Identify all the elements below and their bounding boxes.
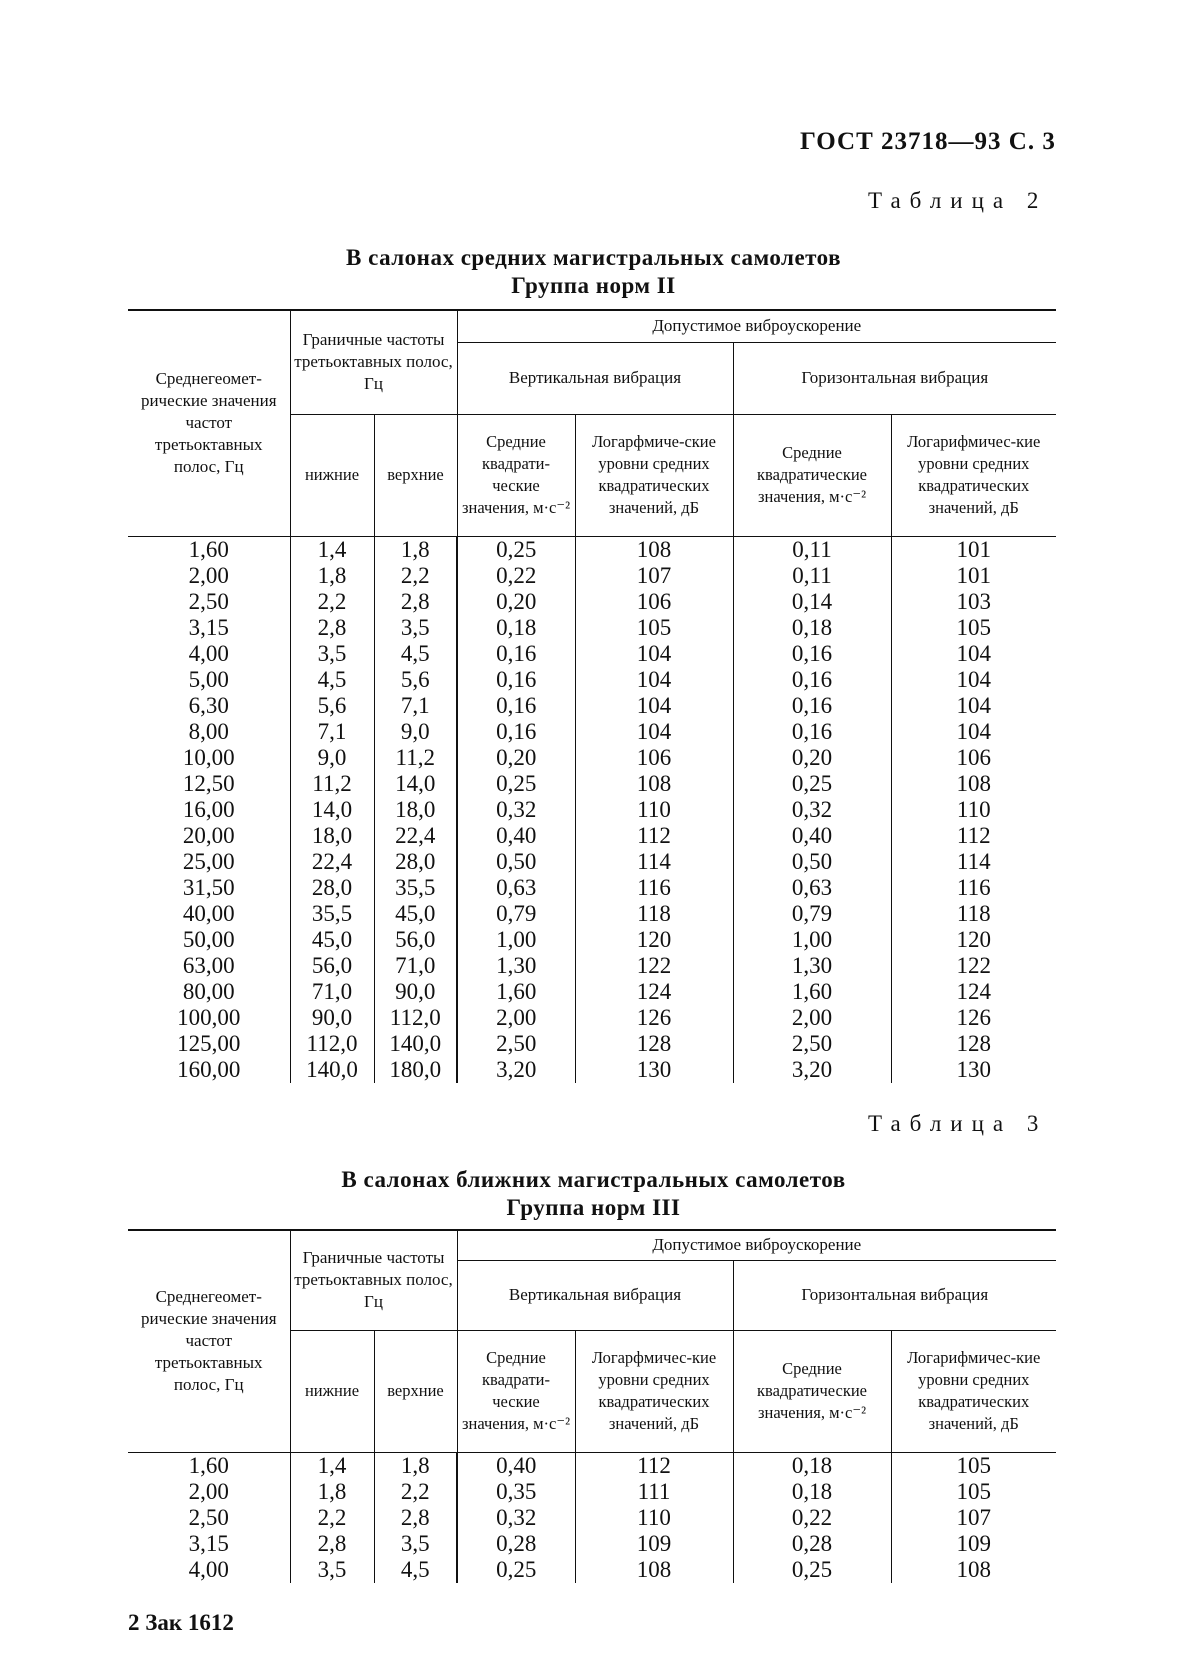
cell-v-log: 108 bbox=[575, 536, 733, 563]
cell-h-log: 108 bbox=[891, 771, 1056, 797]
cell-v-rms: 0,25 bbox=[457, 771, 575, 797]
cell-h-log: 101 bbox=[891, 563, 1056, 589]
table2-title-line1: В салонах средних магистральных самолетов bbox=[346, 245, 841, 270]
cell-freq: 40,00 bbox=[182, 900, 235, 926]
cell-v-log: 128 bbox=[575, 1031, 733, 1057]
table2-label: Таблица 2 bbox=[868, 188, 1048, 213]
cell-freq: 1,60 bbox=[188, 536, 229, 562]
cell-lower: 35,5 bbox=[290, 901, 374, 927]
cell-h-rms: 0,16 bbox=[733, 719, 891, 745]
col-header-lower: нижние bbox=[290, 414, 374, 536]
cell-lower: 9,0 bbox=[290, 745, 374, 771]
table-row bbox=[128, 719, 1056, 745]
table-row bbox=[128, 667, 1056, 693]
table-row bbox=[128, 1031, 1056, 1057]
cell-h-log: 118 bbox=[891, 901, 1056, 927]
cell-h-rms: 0,11 bbox=[733, 563, 891, 589]
cell-v-rms: 0,25 bbox=[457, 1557, 575, 1583]
cell-h-rms: 1,30 bbox=[733, 953, 891, 979]
table3-title-line2: Группа норм III bbox=[506, 1195, 681, 1220]
cell-h-log: 108 bbox=[891, 1557, 1056, 1583]
cell-freq: 160,00 bbox=[177, 1056, 241, 1082]
cell-h-rms: 0,22 bbox=[733, 1505, 891, 1531]
table-row bbox=[128, 1557, 1056, 1583]
table3-label: Таблица 3 bbox=[868, 1111, 1048, 1136]
table-row bbox=[128, 875, 1056, 901]
cell-freq: 4,00 bbox=[188, 1556, 229, 1582]
cell-h-log: 109 bbox=[891, 1531, 1056, 1557]
col-header-freq: Среднегеомет-рические значения частот третьоктавных полос, Гц bbox=[128, 310, 290, 536]
cell-lower: 45,0 bbox=[290, 927, 374, 953]
cell-upper: 2,2 bbox=[374, 563, 457, 589]
cell-v-log: 120 bbox=[575, 927, 733, 953]
cell-h-log: 104 bbox=[891, 719, 1056, 745]
table-row bbox=[128, 615, 1056, 641]
cell-v-log: 107 bbox=[575, 563, 733, 589]
col-header-horizontal: Горизонтальная вибрация bbox=[733, 342, 1056, 414]
col-header-allowed: Допустимое виброускорение bbox=[457, 1230, 1056, 1260]
cell-freq: 12,50 bbox=[182, 770, 235, 796]
cell-h-log: 104 bbox=[891, 667, 1056, 693]
cell-v-log: 111 bbox=[575, 1479, 733, 1505]
cell-v-rms: 2,00 bbox=[457, 1005, 575, 1031]
col-header-upper: верхние bbox=[374, 1330, 457, 1452]
cell-upper: 2,8 bbox=[374, 589, 457, 615]
cell-h-rms: 0,32 bbox=[733, 797, 891, 823]
col-header-freq: Среднегеомет-рические значения частот третьоктавных полос, Гц bbox=[128, 1230, 290, 1452]
cell-v-log: 124 bbox=[575, 979, 733, 1005]
cell-v-log: 118 bbox=[575, 901, 733, 927]
cell-v-rms: 0,18 bbox=[457, 615, 575, 641]
cell-upper: 71,0 bbox=[374, 953, 457, 979]
cell-freq: 2,50 bbox=[188, 1504, 229, 1530]
table3 bbox=[128, 1229, 1056, 1583]
cell-v-rms: 2,50 bbox=[457, 1031, 575, 1057]
cell-freq: 31,50 bbox=[182, 874, 235, 900]
cell-freq: 125,00 bbox=[177, 1030, 241, 1056]
col-header-allowed: Допустимое виброускорение bbox=[457, 310, 1056, 342]
table-row bbox=[128, 693, 1056, 719]
cell-h-rms: 0,11 bbox=[733, 536, 891, 563]
table3-body bbox=[128, 1452, 1056, 1583]
cell-v-rms: 0,22 bbox=[457, 563, 575, 589]
cell-h-log: 110 bbox=[891, 797, 1056, 823]
cell-v-rms: 0,16 bbox=[457, 719, 575, 745]
cell-lower: 56,0 bbox=[290, 953, 374, 979]
table-row bbox=[128, 536, 1056, 563]
cell-h-log: 114 bbox=[891, 849, 1056, 875]
cell-upper: 9,0 bbox=[374, 719, 457, 745]
cell-lower: 22,4 bbox=[290, 849, 374, 875]
cell-h-rms: 0,16 bbox=[733, 693, 891, 719]
cell-freq: 2,50 bbox=[188, 588, 229, 614]
cell-h-rms: 1,00 bbox=[733, 927, 891, 953]
cell-h-log: 101 bbox=[891, 536, 1056, 563]
table-row bbox=[128, 1452, 1056, 1479]
col-header-v-rms: Средние квадрати-ческие значения, м·с⁻² bbox=[457, 414, 575, 536]
cell-h-rms: 0,79 bbox=[733, 901, 891, 927]
cell-freq: 2,00 bbox=[188, 1478, 229, 1504]
table-row bbox=[128, 1531, 1056, 1557]
cell-v-rms: 1,00 bbox=[457, 927, 575, 953]
table-row bbox=[128, 979, 1056, 1005]
col-header-h-log: Логарифмичес-кие уровни средних квадратических значений, дБ bbox=[891, 1330, 1056, 1452]
cell-h-log: 124 bbox=[891, 979, 1056, 1005]
cell-lower: 4,5 bbox=[290, 667, 374, 693]
table-row bbox=[128, 745, 1056, 771]
cell-h-rms: 0,20 bbox=[733, 745, 891, 771]
cell-v-log: 104 bbox=[575, 719, 733, 745]
cell-v-log: 110 bbox=[575, 1505, 733, 1531]
cell-upper: 2,2 bbox=[374, 1479, 457, 1505]
cell-v-rms: 0,16 bbox=[457, 641, 575, 667]
col-header-h-rms: Средние квадратические значения, м·с⁻² bbox=[733, 414, 891, 536]
table3-title-line1: В салонах ближних магистральных самолетов bbox=[341, 1167, 846, 1192]
cell-h-log: 122 bbox=[891, 953, 1056, 979]
cell-v-rms: 0,40 bbox=[457, 823, 575, 849]
cell-v-rms: 0,28 bbox=[457, 1531, 575, 1557]
cell-h-log: 130 bbox=[891, 1057, 1056, 1083]
table-row bbox=[128, 927, 1056, 953]
cell-h-rms: 0,18 bbox=[733, 1479, 891, 1505]
cell-v-rms: 0,32 bbox=[457, 797, 575, 823]
cell-lower: 11,2 bbox=[290, 771, 374, 797]
cell-h-rms: 0,16 bbox=[733, 667, 891, 693]
cell-h-log: 106 bbox=[891, 745, 1056, 771]
cell-h-rms: 2,50 bbox=[733, 1031, 891, 1057]
cell-h-rms: 0,18 bbox=[733, 615, 891, 641]
cell-freq: 4,00 bbox=[188, 640, 229, 666]
cell-h-log: 116 bbox=[891, 875, 1056, 901]
cell-h-rms: 0,63 bbox=[733, 875, 891, 901]
cell-lower: 1,8 bbox=[290, 1479, 374, 1505]
col-header-bounds: Граничные частоты третьоктавных полос, Гц bbox=[290, 310, 457, 414]
cell-h-rms: 0,50 bbox=[733, 849, 891, 875]
table-row bbox=[128, 1479, 1056, 1505]
table-row bbox=[128, 797, 1056, 823]
cell-freq: 20,00 bbox=[182, 822, 235, 848]
cell-upper: 90,0 bbox=[374, 979, 457, 1005]
cell-v-log: 106 bbox=[575, 745, 733, 771]
cell-freq: 3,15 bbox=[188, 614, 229, 640]
col-header-v-rms: Средние квадрати-ческие значения, м·с⁻² bbox=[457, 1330, 575, 1452]
cell-lower: 90,0 bbox=[290, 1005, 374, 1031]
cell-upper: 1,8 bbox=[374, 536, 457, 563]
col-header-bounds: Граничные частоты третьоктавных полос, Гц bbox=[290, 1230, 457, 1330]
cell-upper: 140,0 bbox=[374, 1031, 457, 1057]
col-header-v-log: Логарфмиче-ские уровни средних квадратических значений, дБ bbox=[575, 414, 733, 536]
cell-freq: 2,00 bbox=[188, 562, 229, 588]
cell-upper: 22,4 bbox=[374, 823, 457, 849]
cell-v-rms: 0,50 bbox=[457, 849, 575, 875]
cell-h-rms: 0,25 bbox=[733, 771, 891, 797]
cell-v-log: 112 bbox=[575, 823, 733, 849]
cell-lower: 2,8 bbox=[290, 1531, 374, 1557]
col-header-horizontal: Горизонтальная вибрация bbox=[733, 1260, 1056, 1330]
cell-v-rms: 0,20 bbox=[457, 745, 575, 771]
cell-v-log: 104 bbox=[575, 693, 733, 719]
cell-v-log: 104 bbox=[575, 641, 733, 667]
col-header-vertical: Вертикальная вибрация bbox=[457, 1260, 733, 1330]
cell-freq: 80,00 bbox=[182, 978, 235, 1004]
cell-lower: 1,8 bbox=[290, 563, 374, 589]
cell-lower: 2,2 bbox=[290, 1505, 374, 1531]
cell-h-rms: 0,40 bbox=[733, 823, 891, 849]
col-header-v-log: Логарфмичес-кие уровни средних квадратических значений, дБ bbox=[575, 1330, 733, 1452]
cell-v-log: 130 bbox=[575, 1057, 733, 1083]
cell-upper: 5,6 bbox=[374, 667, 457, 693]
cell-upper: 3,5 bbox=[374, 1531, 457, 1557]
table3-title bbox=[0, 1166, 1187, 1222]
cell-upper: 2,8 bbox=[374, 1505, 457, 1531]
table2-title-line2: Группа норм II bbox=[511, 273, 676, 298]
cell-v-log: 105 bbox=[575, 615, 733, 641]
cell-v-rms: 0,32 bbox=[457, 1505, 575, 1531]
table-row bbox=[128, 823, 1056, 849]
cell-v-log: 122 bbox=[575, 953, 733, 979]
table-row bbox=[128, 1057, 1056, 1083]
cell-lower: 112,0 bbox=[290, 1031, 374, 1057]
cell-v-rms: 0,16 bbox=[457, 693, 575, 719]
cell-h-log: 107 bbox=[891, 1505, 1056, 1531]
cell-lower: 2,2 bbox=[290, 589, 374, 615]
cell-h-log: 126 bbox=[891, 1005, 1056, 1031]
cell-v-log: 110 bbox=[575, 797, 733, 823]
cell-freq: 1,60 bbox=[188, 1452, 229, 1478]
cell-v-log: 114 bbox=[575, 849, 733, 875]
table-row bbox=[128, 589, 1056, 615]
cell-lower: 1,4 bbox=[290, 536, 374, 563]
cell-v-log: 109 bbox=[575, 1531, 733, 1557]
cell-freq: 8,00 bbox=[188, 718, 229, 744]
cell-h-log: 104 bbox=[891, 641, 1056, 667]
cell-upper: 35,5 bbox=[374, 875, 457, 901]
cell-freq: 50,00 bbox=[182, 926, 235, 952]
cell-v-rms: 1,30 bbox=[457, 953, 575, 979]
cell-freq: 6,30 bbox=[188, 692, 229, 718]
cell-v-log: 104 bbox=[575, 667, 733, 693]
cell-v-rms: 1,60 bbox=[457, 979, 575, 1005]
cell-h-log: 105 bbox=[891, 1479, 1056, 1505]
cell-v-rms: 0,25 bbox=[457, 536, 575, 563]
cell-freq: 100,00 bbox=[177, 1004, 241, 1030]
cell-upper: 7,1 bbox=[374, 693, 457, 719]
cell-lower: 1,4 bbox=[290, 1452, 374, 1479]
cell-h-rms: 1,60 bbox=[733, 979, 891, 1005]
cell-v-rms: 0,40 bbox=[457, 1452, 575, 1479]
col-header-lower: нижние bbox=[290, 1330, 374, 1452]
cell-upper: 11,2 bbox=[374, 745, 457, 771]
cell-freq: 63,00 bbox=[182, 952, 235, 978]
cell-lower: 140,0 bbox=[290, 1057, 374, 1083]
cell-upper: 56,0 bbox=[374, 927, 457, 953]
cell-v-rms: 3,20 bbox=[457, 1057, 575, 1083]
cell-lower: 2,8 bbox=[290, 615, 374, 641]
cell-h-log: 105 bbox=[891, 1452, 1056, 1479]
cell-upper: 112,0 bbox=[374, 1005, 457, 1031]
cell-h-rms: 0,16 bbox=[733, 641, 891, 667]
cell-lower: 28,0 bbox=[290, 875, 374, 901]
col-header-h-rms: Средние квадратические значения, м·с⁻² bbox=[733, 1330, 891, 1452]
col-header-upper: верхние bbox=[374, 414, 457, 536]
cell-freq: 10,00 bbox=[182, 744, 235, 770]
cell-h-log: 105 bbox=[891, 615, 1056, 641]
cell-lower: 14,0 bbox=[290, 797, 374, 823]
table-row bbox=[128, 771, 1056, 797]
cell-h-log: 128 bbox=[891, 1031, 1056, 1057]
cell-v-rms: 0,63 bbox=[457, 875, 575, 901]
cell-freq: 5,00 bbox=[188, 666, 229, 692]
cell-h-log: 112 bbox=[891, 823, 1056, 849]
cell-freq: 25,00 bbox=[182, 848, 235, 874]
cell-lower: 18,0 bbox=[290, 823, 374, 849]
table-row bbox=[128, 1505, 1056, 1531]
cell-lower: 3,5 bbox=[290, 1557, 374, 1583]
cell-upper: 1,8 bbox=[374, 1452, 457, 1479]
cell-upper: 28,0 bbox=[374, 849, 457, 875]
cell-upper: 4,5 bbox=[374, 641, 457, 667]
cell-h-rms: 0,18 bbox=[733, 1452, 891, 1479]
cell-v-log: 126 bbox=[575, 1005, 733, 1031]
cell-v-log: 108 bbox=[575, 771, 733, 797]
cell-lower: 71,0 bbox=[290, 979, 374, 1005]
table2-body bbox=[128, 536, 1056, 1083]
cell-lower: 7,1 bbox=[290, 719, 374, 745]
cell-h-log: 103 bbox=[891, 589, 1056, 615]
table-row bbox=[128, 901, 1056, 927]
cell-v-rms: 0,35 bbox=[457, 1479, 575, 1505]
cell-upper: 45,0 bbox=[374, 901, 457, 927]
cell-upper: 14,0 bbox=[374, 771, 457, 797]
cell-h-rms: 2,00 bbox=[733, 1005, 891, 1031]
table2-title bbox=[0, 244, 1187, 300]
cell-v-log: 112 bbox=[575, 1452, 733, 1479]
table-row bbox=[128, 641, 1056, 667]
cell-freq: 3,15 bbox=[188, 1530, 229, 1556]
cell-h-rms: 0,14 bbox=[733, 589, 891, 615]
cell-h-rms: 0,28 bbox=[733, 1531, 891, 1557]
cell-v-log: 116 bbox=[575, 875, 733, 901]
cell-h-rms: 0,25 bbox=[733, 1557, 891, 1583]
cell-lower: 3,5 bbox=[290, 641, 374, 667]
cell-upper: 180,0 bbox=[374, 1057, 457, 1083]
cell-h-log: 120 bbox=[891, 927, 1056, 953]
cell-upper: 18,0 bbox=[374, 797, 457, 823]
cell-v-rms: 0,16 bbox=[457, 667, 575, 693]
cell-v-log: 108 bbox=[575, 1557, 733, 1583]
cell-h-log: 104 bbox=[891, 693, 1056, 719]
page-footer: 2 Зак 1612 bbox=[128, 1610, 234, 1635]
cell-v-rms: 0,79 bbox=[457, 901, 575, 927]
table-row bbox=[128, 563, 1056, 589]
col-header-h-log: Логарифмичес-кие уровни средних квадратических значений, дБ bbox=[891, 414, 1056, 536]
col-header-vertical: Вертикальная вибрация bbox=[457, 342, 733, 414]
cell-freq: 16,00 bbox=[182, 796, 235, 822]
table-row bbox=[128, 1005, 1056, 1031]
cell-upper: 4,5 bbox=[374, 1557, 457, 1583]
page-header: ГОСТ 23718—93 С. 3 bbox=[800, 128, 1056, 155]
cell-h-rms: 3,20 bbox=[733, 1057, 891, 1083]
table-row bbox=[128, 849, 1056, 875]
table2 bbox=[128, 309, 1056, 1083]
cell-upper: 3,5 bbox=[374, 615, 457, 641]
table-row bbox=[128, 953, 1056, 979]
cell-lower: 5,6 bbox=[290, 693, 374, 719]
cell-v-rms: 0,20 bbox=[457, 589, 575, 615]
cell-v-log: 106 bbox=[575, 589, 733, 615]
